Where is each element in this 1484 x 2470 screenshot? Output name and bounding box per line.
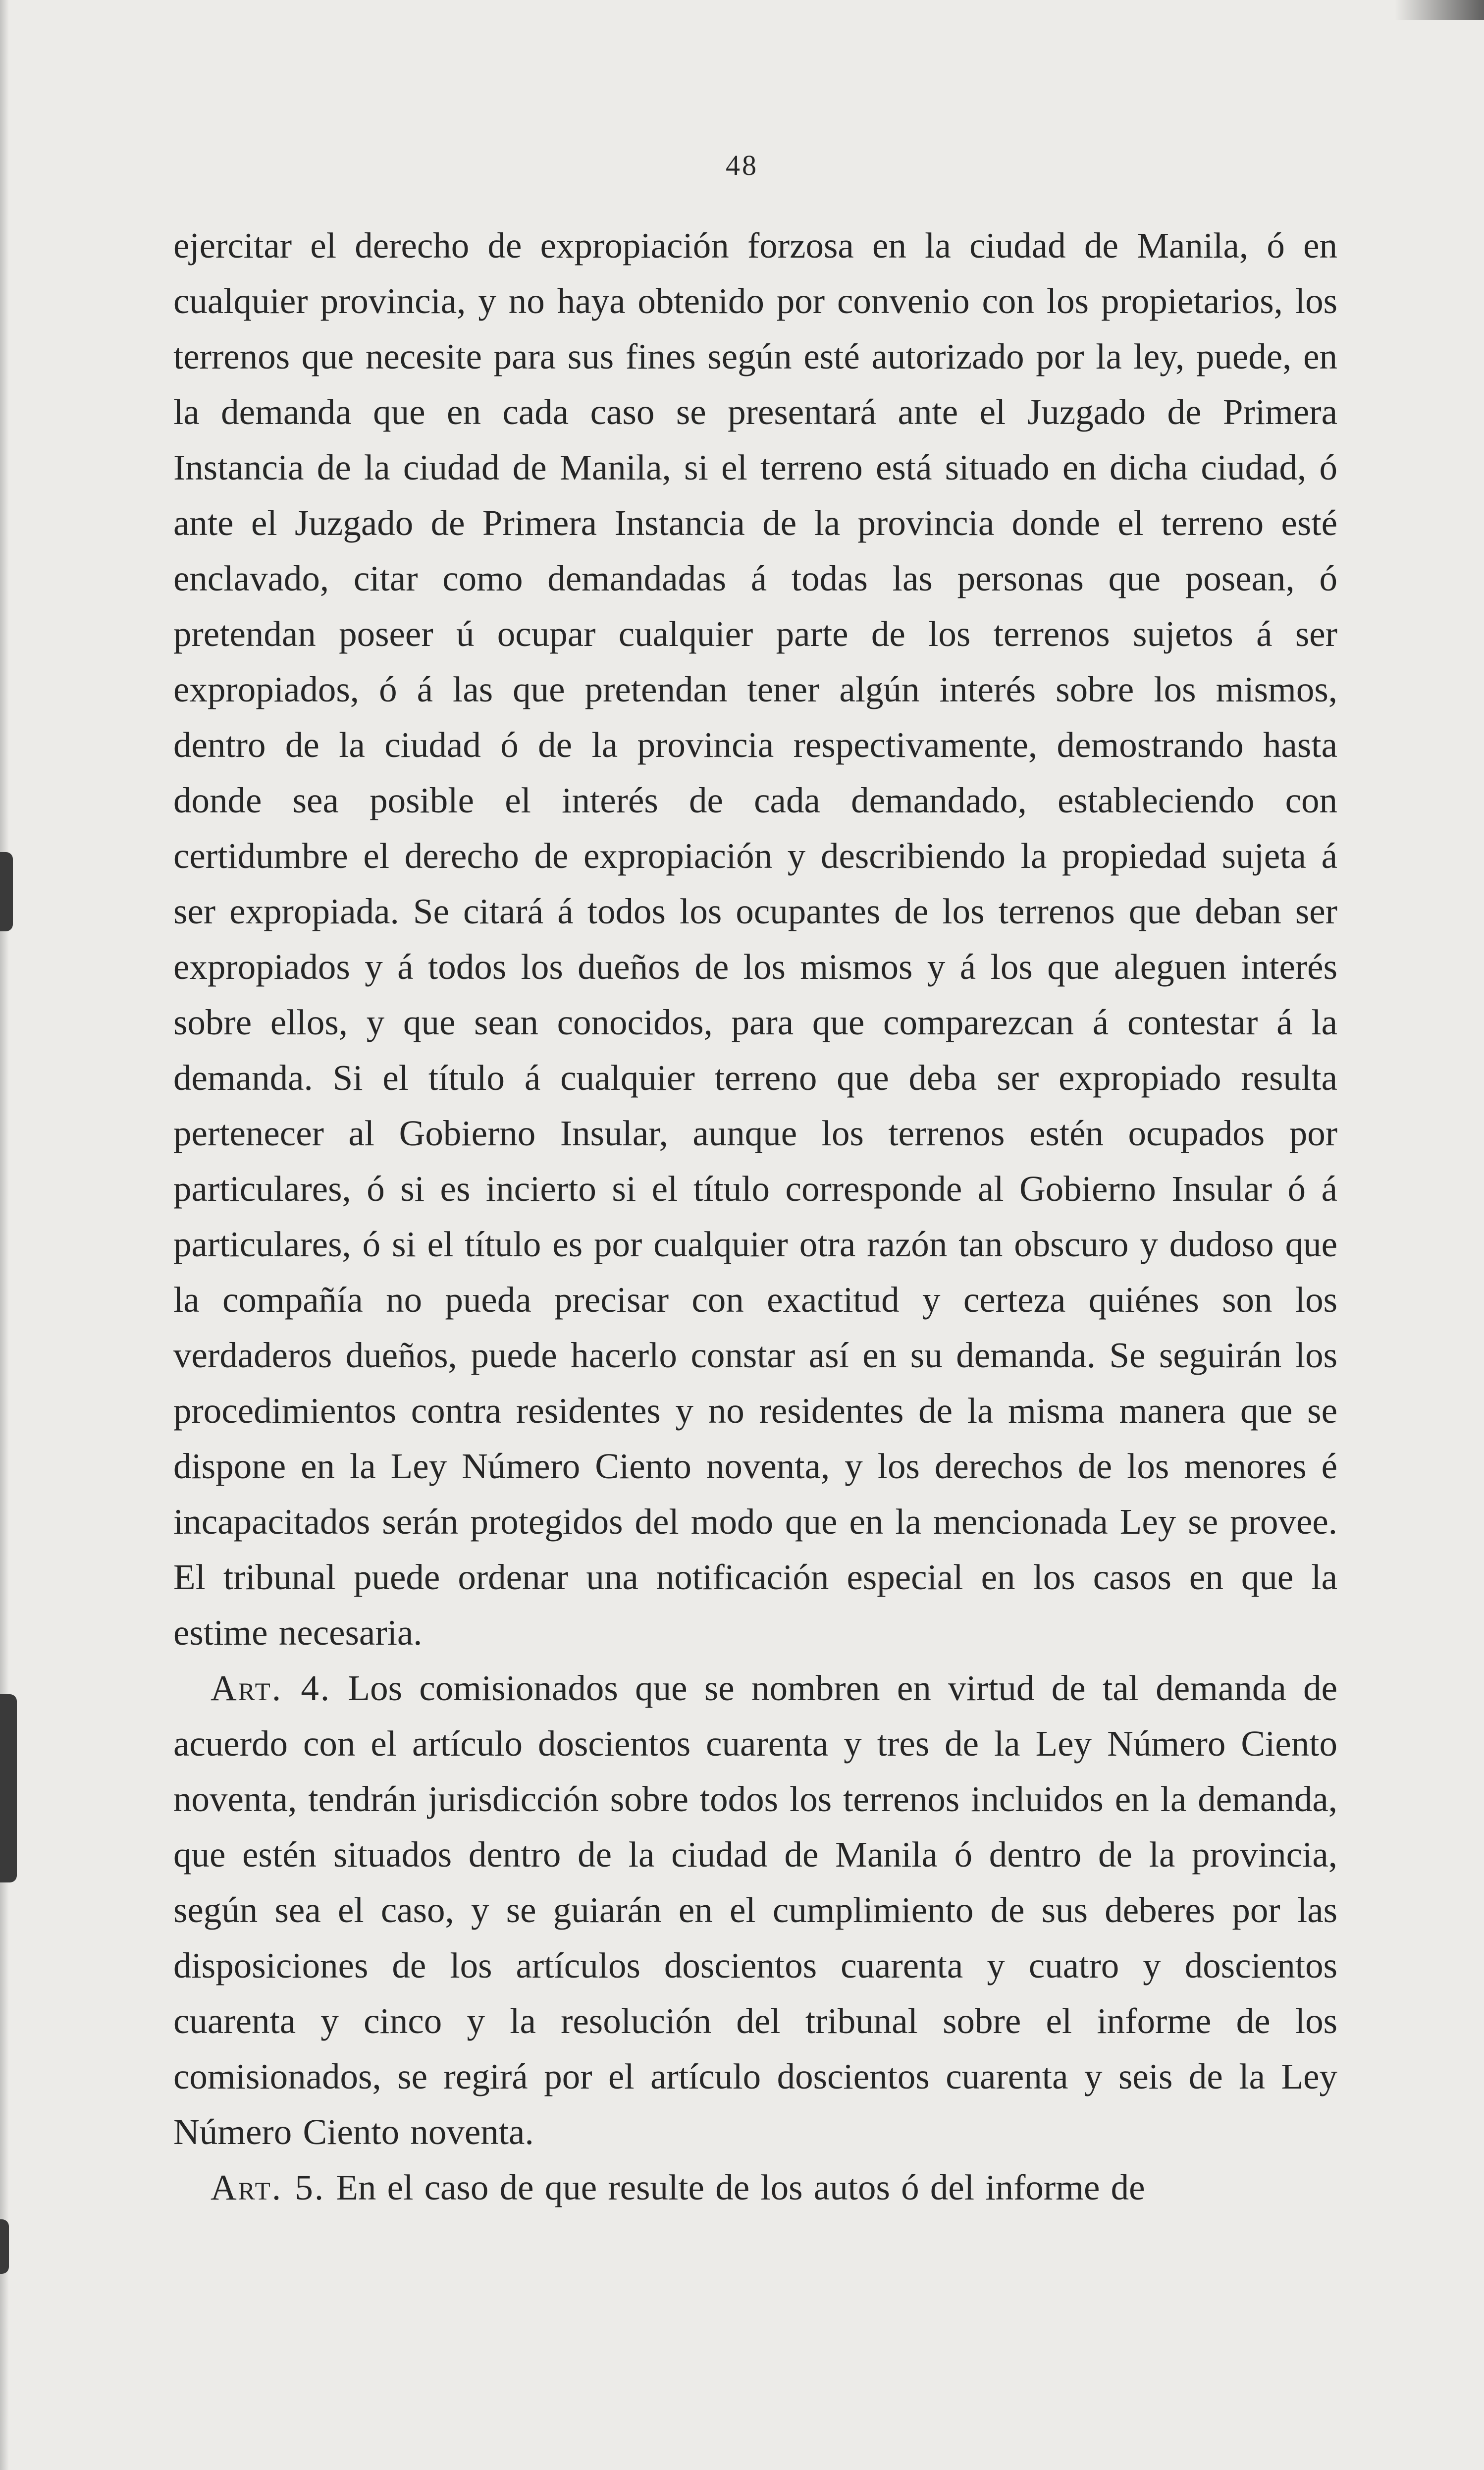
article-label: Art. 5.	[211, 2167, 325, 2207]
article-label: Art. 4.	[211, 1668, 331, 1708]
paragraph-text: ejercitar el derecho de expropiación forzosa en la ciudad de Manila, ó en cualquier provincia, y no haya obtenido por convenio con los propietarios, los terrenos que necesite para sus fines según esté autorizado por la ley, puede, en la demanda que en cada caso se presentará ante el Juzgado de Primera Instancia de la ciudad de Manila, si el terreno está situado en dicha ciudad, ó ante el Juzgado de Primera Instancia de la provincia donde el terreno esté enclavado, citar como demandadas á todas las personas que posean, ó pretendan poseer ú ocupar cualquier parte de los terrenos sujetos á ser expropiados, ó á las que pretendan tener algún interés sobre los mismos, dentro de la ciudad ó de la provincia respectivamente, demostrando hasta donde sea posible el interés de cada demandado, estableciendo con certidumbre el derecho de expropiación y describiendo la propiedad sujeta á ser expropiada. Se citará á todos los ocupantes de los terrenos que deban ser expropiados y á todos los dueños de los mismos y á los que aleguen interés sobre ellos, y que sean conocidos, para que comparezcan á contestar á la demanda. Si el título á cualquier terreno que deba ser expropiado resulta pertenecer al Gobierno Insular, aunque los terrenos estén ocupados por particulares, ó si es incierto si el título corresponde al Gobierno Insular ó á particulares, ó si el título es por cualquier otra razón tan obscuro y dudoso que la compañía no pueda precisar con exactitud y certeza quiénes son los verdaderos dueños, puede hacerlo constar así en su demanda. Se seguirán los procedimientos contra residentes y no residentes de la misma manera que se dispone en la Ley Número Ciento noventa, y los derechos de los menores é incapacitados serán protegidos del modo que en la mencionada Ley se provee. El tribunal puede ordenar una notificación especial en los casos en que la estime necesaria.	[173, 225, 1337, 1653]
paragraph-article-5	[173, 2160, 1337, 2215]
paragraph-article-4	[173, 1661, 1337, 2160]
page-left-edge-shadow	[0, 0, 9, 2470]
paragraph-text: Los comisionados que se nombren en virtud de tal demanda de acuerdo con el artículo doscientos cuarenta y tres de la Ley Número Ciento noventa, tendrán jurisdicción sobre todos los terrenos incluidos en la demanda, que estén situados dentro de la ciudad de Manila ó dentro de la provincia, según sea el caso, y se guiarán en el cumplimiento de sus deberes por las disposiciones de los artículos doscientos cuarenta y cuatro y doscientos cuarenta y cinco y la resolución del tribunal sobre el informe de los comisionados, se regirá por el artículo doscientos cuarenta y seis de la Ley Número Ciento noventa.	[173, 1668, 1337, 2152]
binding-mark	[0, 1694, 17, 1882]
body-text	[173, 218, 1337, 2215]
paragraph-continuation	[173, 218, 1337, 1661]
page-number: 48	[726, 149, 758, 181]
binding-mark	[0, 2219, 9, 2274]
paragraph-text: En el caso de que resulte de los autos ó del informe de	[336, 2167, 1145, 2207]
binding-mark	[0, 852, 13, 931]
